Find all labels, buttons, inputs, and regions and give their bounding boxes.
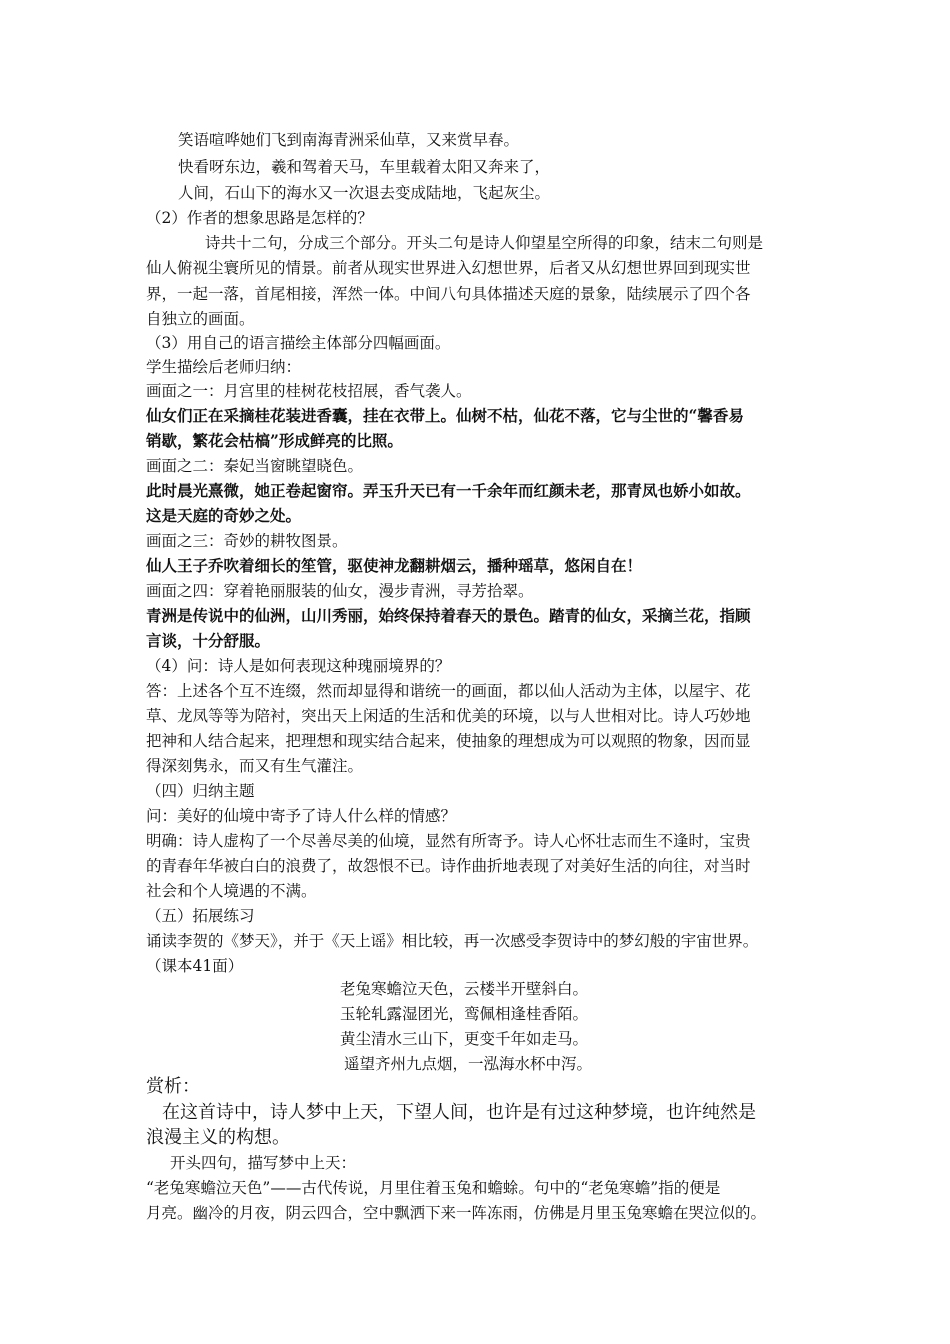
paragraph-line: 明确：诗人虚构了一个尽善尽美的仙境，显然有所寄予。诗人心怀壮志而生不逢时，宝贵 <box>146 832 751 850</box>
paragraph-line: 开头四句，描写梦中上天： <box>170 1154 357 1172</box>
paragraph-line: 自独立的画面。 <box>146 310 255 328</box>
scene-title: 画面之二：秦妃当窗眺望晓色。 <box>146 457 364 475</box>
scene-title: 画面之三：奇妙的耕牧图景。 <box>146 532 348 550</box>
section-heading: （五）拓展练习 <box>146 907 255 925</box>
scene-description: 仙女们正在采摘桂花装进香囊，挂在衣带上。仙树不枯，仙花不落，它与尘世的“馨香易 <box>146 406 744 425</box>
paragraph-line: 仙人俯视尘寰所见的情景。前者从现实世界进入幻想世界，后者又从幻想世界回到现实世 <box>146 259 751 277</box>
poem-line: 黄尘清水三山下，更变千年如走马。 <box>340 1030 589 1048</box>
question-heading: （3）用自己的语言描绘主体部分四幅画面。 <box>146 334 451 352</box>
scene-title: 画面之四：穿着艳丽服装的仙女，漫步青洲，寻芳拾翠。 <box>146 582 534 600</box>
paragraph-line: 草、龙凤等等为陪衬，突出天上闲适的生活和优美的环境，以与人世相对比。诗人巧妙地 <box>146 707 751 725</box>
scene-description: 青洲是传说中的仙洲，山川秀丽，始终保持着春天的景色。踏青的仙女，采摘兰花，指顾 <box>146 606 751 625</box>
paragraph-line: 得深刻隽永，而又有生气灌注。 <box>146 757 364 775</box>
paragraph-line: 诵读李贺的《梦天》，并于《天上谣》相比较，再一次感受李贺诗中的梦幻般的宇宙世界。 <box>146 932 759 950</box>
paragraph-line: 社会和个人境遇的不满。 <box>146 882 317 900</box>
paragraph-line: “老兔寒蟾泣天色”——古代传说，月里住着玉兔和蟾蜍。句中的“老兔寒蟾”指的便是 <box>146 1179 721 1197</box>
paragraph-line: 问：美好的仙境中寄予了诗人什么样的情感？ <box>146 807 457 825</box>
scene-description: 销歇，繁花会枯槁”形成鲜亮的比照。 <box>146 431 403 450</box>
paragraph-line: 诗共十二句，分成三个部分。开头二句是诗人仰望星空所得的印象，结末二句则是 <box>205 234 764 252</box>
paragraph-line: 把神和人结合起来，把理想和现实结合起来，使抽象的理想成为可以观照的物象，因而显 <box>146 732 751 750</box>
paragraph-line: （课本41面） <box>146 957 244 975</box>
poem-line: 玉轮轧露湿团光，鸾佩相逢桂香陌。 <box>340 1005 589 1023</box>
poem-line: 人间，石山下的海水又一次退去变成陆地，飞起灰尘。 <box>178 184 551 202</box>
paragraph-line: 浪漫主义的构想。 <box>146 1127 290 1148</box>
paragraph-line: 答：上述各个互不连缀，然而却显得和谐统一的画面，都以仙人活动为主体，以屋宇、花 <box>146 682 751 700</box>
question-heading: （4）问：诗人是如何表现这种瑰丽境界的？ <box>146 657 451 675</box>
paragraph-line: 在这首诗中，诗人梦中上天，下望人间，也许是有过这种梦境，也许纯然是 <box>162 1102 756 1123</box>
paragraph-line: 界，一起一落，首尾相接，浑然一体。中间八句具体描述天庭的景象，陆续展示了四个各 <box>146 285 751 303</box>
paragraph-line: 学生描绘后老师归纳： <box>146 358 302 376</box>
appreciation-heading: 赏析： <box>146 1076 200 1097</box>
paragraph-line: 月亮。幽冷的月夜，阴云四合，空中飘洒下来一阵冻雨，仿佛是月里玉兔寒蟾在哭泣似的。 <box>146 1204 767 1222</box>
poem-line: 老兔寒蟾泣天色，云楼半开壁斜白。 <box>340 980 589 998</box>
section-heading: （四）归纳主题 <box>146 782 255 800</box>
poem-line: 笑语喧哗她们飞到南海青洲采仙草，又来赏早春。 <box>178 131 520 149</box>
question-heading: （2）作者的想象思路是怎样的？ <box>146 209 373 227</box>
poem-line: 快看呀东边，羲和驾着天马，车里载着太阳又奔来了， <box>178 158 551 176</box>
scene-description: 这是天庭的奇妙之处。 <box>146 506 302 525</box>
paragraph-line: 的青春年华被白白的浪费了，故怨恨不已。诗作曲折地表现了对美好生活的向往，对当时 <box>146 857 751 875</box>
scene-description: 仙人王子乔吹着细长的笙管，驱使神龙翻耕烟云，播种瑶草，悠闲自在！ <box>146 556 643 575</box>
scene-description: 言谈，十分舒服。 <box>146 631 271 650</box>
scene-title: 画面之一：月宫里的桂树花枝招展，香气袭人。 <box>146 382 472 400</box>
poem-line: 遥望齐州九点烟，一泓海水杯中泻。 <box>344 1055 593 1073</box>
scene-description: 此时晨光熹微，她正卷起窗帘。弄玉升天已有一千余年而红颜未老，那青凤也娇小如故。 <box>146 481 751 500</box>
